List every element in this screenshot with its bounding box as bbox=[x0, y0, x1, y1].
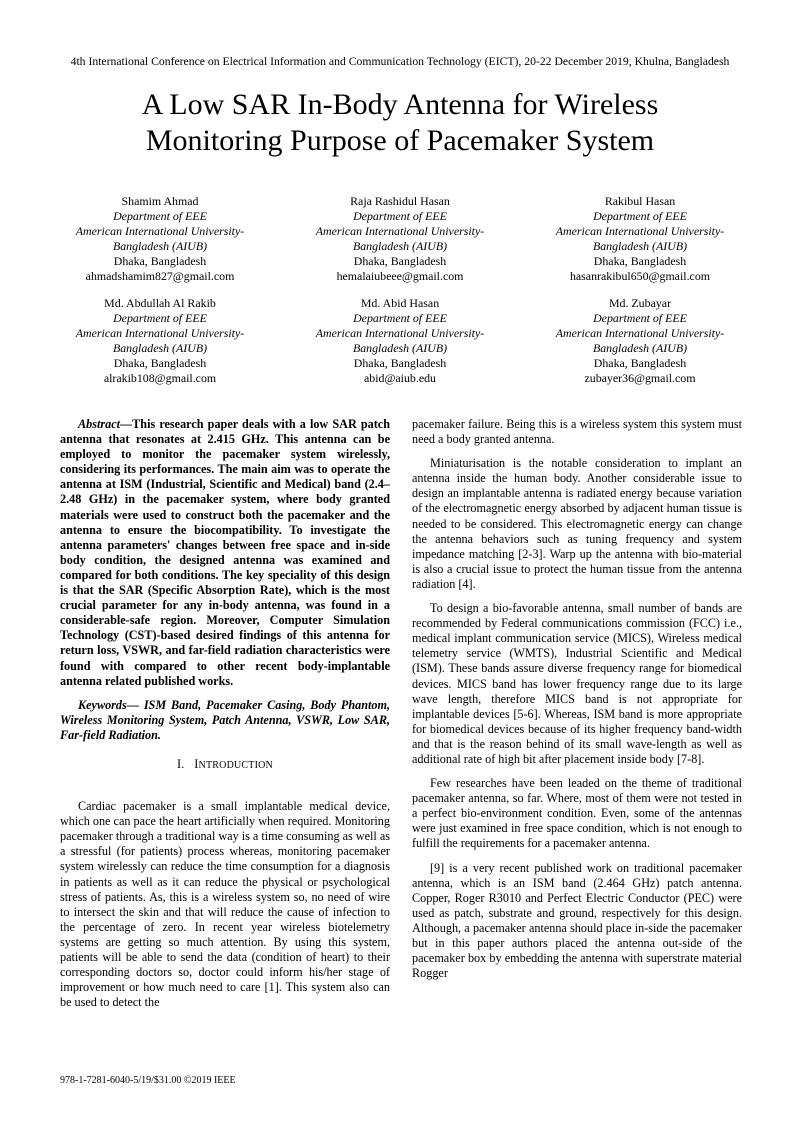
author-university: American International University- bbox=[75, 326, 245, 340]
author-name: Rakibul Hasan bbox=[604, 194, 676, 208]
author-name: Raja Rashidul Hasan bbox=[350, 194, 450, 208]
abstract-lead: Abstract— bbox=[78, 417, 133, 431]
author-name: Shamim Ahmad bbox=[121, 194, 199, 208]
author-department: Department of EEE bbox=[353, 209, 447, 223]
author-department: Department of EEE bbox=[593, 311, 687, 325]
author-city: Dhaka, Bangladesh bbox=[593, 356, 687, 370]
paper-title bbox=[60, 87, 740, 159]
author-email: alrakib108@gmail.com bbox=[103, 371, 217, 385]
author-email: zubayer36@gmail.com bbox=[584, 371, 696, 385]
author-university: American International University- bbox=[75, 224, 245, 238]
title-line-1: A Low SAR In-Body Antenna for Wireless bbox=[141, 88, 659, 121]
author-name: Md. Abdullah Al Rakib bbox=[104, 296, 216, 310]
author-department: Department of EEE bbox=[113, 209, 207, 223]
author-row-2 bbox=[40, 296, 760, 386]
body-paragraph: Few researches have been leaded on the theme of traditional pacemaker antenna, so far. Where, most of them were not tested in a perfect bio-environment condition. Even, some of the antennas were just examined in free space condition, which is not enough to fulfill the requirements for a pacemaker antenna. bbox=[412, 776, 742, 851]
author-university: American International University- bbox=[555, 326, 725, 340]
author-city: Dhaka, Bangladesh bbox=[113, 254, 207, 268]
author-city: Dhaka, Bangladesh bbox=[113, 356, 207, 370]
author-university-abbr: Bangladesh (AIUB) bbox=[112, 341, 208, 355]
author-name: Md. Zubayar bbox=[608, 296, 672, 310]
author-email: hemalaiubeee@gmail.com bbox=[336, 269, 464, 283]
author-city: Dhaka, Bangladesh bbox=[593, 254, 687, 268]
author-block bbox=[520, 194, 760, 284]
abstract-text: This research paper deals with a low SAR patch antenna that resonates at 2.415 GHz. This antenna can be employed to monitor the pacemaker system wirelessly, considering its performances. The main aim was to operate the antenna at ISM (Industrial, Scientific and Medical) band (2.4–2.48 GHz) in the pacemaker system, where body granted materials were used to construct both the pacemaker and the antenna to ensure the biocompatibility. To investigate the antenna parameters' changes between free space and in-side body condition, the designed antenna was examined and compared for both conditions. The key speciality of this design is that the SAR (Specific Absorption Rate), which is the most crucial parameter for any in-body antenna, was found in a considerable-safe region. Moreover, Computer Simulation Technology (CST)-based desired findings of this antenna for return loss, VSWR, and far-field radiation characteristics were found with compared to other recent body-implantable antenna related published works. bbox=[60, 417, 390, 688]
left-column bbox=[60, 417, 390, 1019]
author-department: Department of EEE bbox=[353, 311, 447, 325]
author-block bbox=[520, 296, 760, 386]
author-city: Dhaka, Bangladesh bbox=[353, 254, 447, 268]
body-paragraph: pacemaker failure. Being this is a wireless system this system must need a body granted antenna. bbox=[412, 417, 742, 447]
author-university-abbr: Bangladesh (AIUB) bbox=[112, 239, 208, 253]
title-line-2: Monitoring Purpose of Pacemaker System bbox=[145, 124, 655, 157]
keywords-text: ISM Band, Pacemaker Casing, Body Phantom, Wireless Monitoring System, Patch Antenna, VSWR, Low SAR, Far-field Radiation. bbox=[60, 697, 390, 742]
section-title: NTRODUCTION bbox=[198, 759, 273, 771]
keywords-lead: Keywords— bbox=[78, 697, 139, 712]
author-name: Md. Abid Hasan bbox=[360, 296, 440, 310]
body-paragraph: To design a bio-favorable antenna, small number of bands are recommended by Federal communications commission (FCC) i.e., medical implant communication service (MICS), Wireless medical telemetry service (WMTS), Industrial Scientific and Medical (ISM). These bands assure diverse frequency range for biomedical devices. MICS band has lower frequency range due to its large wave length, therefore MICS band is not appropriate for implantable devices [5-6]. Whereas, ISM band is more appropriate for biomedical devices because of its higher frequency band-width and that is the reason behind of its small wave-length as well as additional rate of high bit after placement inside body [7-8]. bbox=[412, 601, 742, 766]
author-block bbox=[40, 194, 280, 284]
author-university-abbr: Bangladesh (AIUB) bbox=[352, 341, 448, 355]
author-block bbox=[280, 194, 520, 284]
abstract bbox=[60, 417, 390, 689]
author-university: American International University- bbox=[555, 224, 725, 238]
author-email: hasanrakibul650@gmail.com bbox=[569, 269, 711, 283]
section-first-letter: I bbox=[194, 756, 199, 771]
author-block bbox=[40, 296, 280, 386]
author-university-abbr: Bangladesh (AIUB) bbox=[352, 239, 448, 253]
author-university-abbr: Bangladesh (AIUB) bbox=[592, 341, 688, 355]
author-row-1 bbox=[40, 194, 760, 284]
author-block bbox=[280, 296, 520, 386]
section-number: I. bbox=[177, 756, 185, 771]
body-paragraph: Cardiac pacemaker is a small implantable medical device, which one can pace the heart artificially when required. Monitoring pacemaker through a traditional way is a time consuming as well as a stressful (for patients) process whereas, monitoring pacemaker system wirelessly can reduce the time consumption for a diagnosis in patients as well as it can reduce the physical or psychological stress of patients. As, this is a wireless system so, no need of wire to intersect the skin and that will reduce the cause of infection to the percentage of zero. In recent year wireless biotelemetry systems are getting so much attention. By using this system, patients will be able to send the data (condition of heart) to their corresponding doctors so, doctor could inform his/her stage of improvement or how much need to care [1]. This system also can be used to detect the bbox=[60, 799, 390, 1010]
copyright-footer: 978-1-7281-6040-5/19/$31.00 ©2019 IEEE bbox=[60, 1075, 236, 1086]
author-email: ahmadshamim827@gmail.com bbox=[85, 269, 235, 283]
author-city: Dhaka, Bangladesh bbox=[353, 356, 447, 370]
author-university: American International University- bbox=[315, 224, 485, 238]
section-heading-introduction bbox=[60, 757, 390, 773]
author-university: American International University- bbox=[315, 326, 485, 340]
keywords bbox=[60, 698, 390, 743]
author-department: Department of EEE bbox=[593, 209, 687, 223]
body-paragraph: [9] is a very recent published work on traditional pacemaker antenna, which is an ISM band (2.464 GHz) patch antenna. Copper, Roger R3010 and Perfect Electric Conductor (PEC) were used as patch, substrate and ground, respectively for this design. Although, a pacemaker antenna should place in-side the pacemaker but in this paper authors placed the antenna out-side of the pacemaker box by embedding the antenna with superstrate material Rogger bbox=[412, 860, 742, 981]
right-column bbox=[412, 417, 742, 990]
author-university-abbr: Bangladesh (AIUB) bbox=[592, 239, 688, 253]
author-email: abid@aiub.edu bbox=[363, 371, 437, 385]
body-paragraph: Miniaturisation is the notable consideration to implant an antenna inside the human body. Another considerable issue to design an implantable antenna is radiated energy because variation of the electromagnetic energy absorbed by adjacent human tissue is needed to be considered. This electromagnetic energy can change the antenna behaviors such as tuning frequency and system impedance matching [2-3]. Warp up the antenna with bio-material is also a crucial issue to protect the human tissue from the antenna radiation [4]. bbox=[412, 456, 742, 591]
author-department: Department of EEE bbox=[113, 311, 207, 325]
conference-header: 4th International Conference on Electrical Information and Communication Technology (EICT), 20-22 December 2019, Khulna, Bangladesh bbox=[70, 55, 730, 68]
